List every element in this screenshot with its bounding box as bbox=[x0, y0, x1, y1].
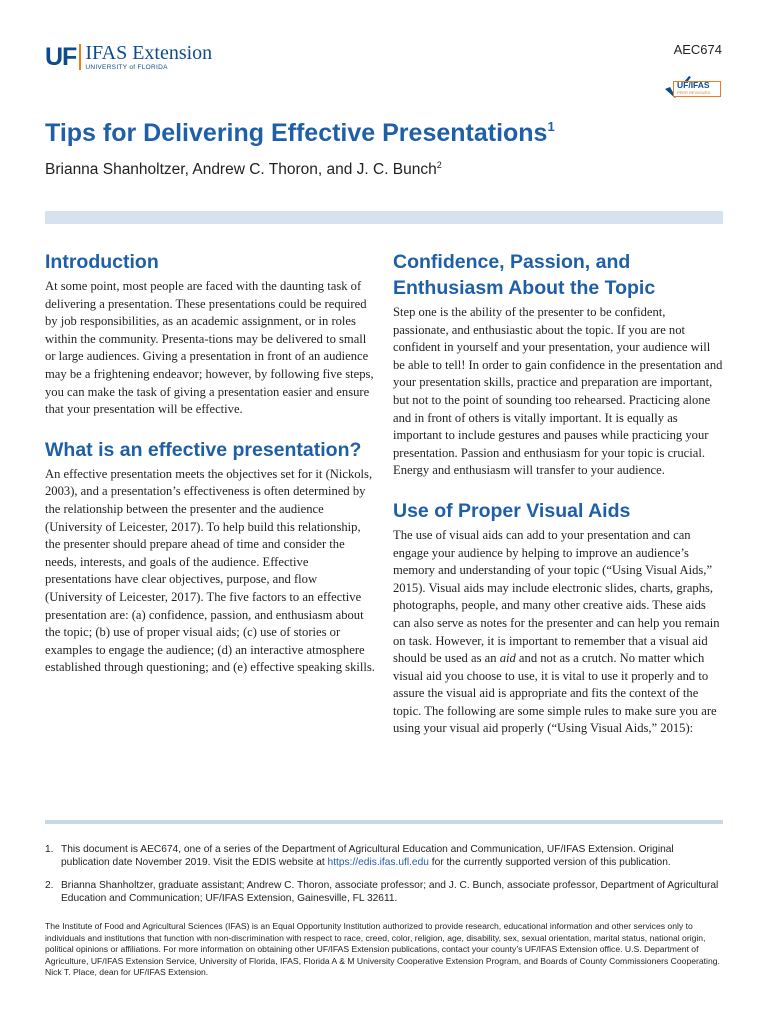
confidence-paragraph: Step one is the ability of the presenter to be confident, passionate, and enthusiastic about the topic. If you are not confident in yourself and your presentation, your audience will be able to tell! In order to gain confidence in the presentation and your presentation skills, practice and preparation are important, but not to the point of sounding too rehearsed. Practicing alone and in front of others is vitally important. It is equally as important to include gestures and pauses while practicing your presentation. Passion and enthusiasm for your topic is crucial. Energy and enthusiasm will transfer to your audience. bbox=[393, 305, 723, 478]
footnote-text: This document is AEC674, one of a series of the Department of Agricultural Education and Communication, UF/IFAS Extension. Original publication date November 2019. Visit the EDIS website at https://edis.ifas.ufl.edu for the currently supported version of this publication. bbox=[61, 844, 674, 868]
logo-subtitle: UNIVERSITY of FLORIDA bbox=[85, 63, 168, 71]
section-heading-introduction: Introduction bbox=[45, 251, 159, 273]
logo-title: IFAS Extension bbox=[85, 41, 213, 64]
authors-footnote-ref: 2 bbox=[436, 160, 442, 170]
footnote-text: Brianna Shanholtzer, graduate assistant; Andrew C. Thoron, associate professor; and J. C. Bunch, associate professor, Department of Agricultural Education and Communication; UF/IFAS Extension, Gainesville, FL 32611. bbox=[61, 880, 719, 904]
section-heading-visual-aids: Use of Proper Visual Aids bbox=[393, 499, 631, 522]
badge-label: UF/IFAS bbox=[677, 80, 710, 90]
authors-line bbox=[45, 160, 442, 179]
left-column bbox=[45, 249, 375, 677]
logo-uf: UF bbox=[45, 42, 77, 71]
footnote-number: 2. bbox=[45, 880, 54, 891]
title-footnote-ref: 1 bbox=[547, 119, 555, 134]
uf-ifas-extension-logo bbox=[45, 42, 212, 72]
footnote-1 bbox=[45, 843, 725, 869]
introduction-paragraph: At some point, most people are faced with the daunting task of delivering a presentation. These presentations could be required by job responsibilities, as an academic assignment, or in roles within the community. Presenta-tions may be delivered to small or large audiences. Giving a presentation in front of an audience may be a frightening endeavor; however, by following five steps, you can make the task of giving a presentation easier and ensure that your presentation will be effective. bbox=[45, 279, 374, 417]
footnote-2 bbox=[45, 879, 725, 905]
equal-opportunity-statement: The Institute of Food and Agricultural Sciences (IFAS) is an Equal Opportunity Institution authorized to provide research, educational information and other services only to individuals and institutions that function with non-discrimination with respect to race, creed, color, religion, age, disability, sex, sexual orientation, marital status, national origin, political opinions or affiliations. For more information on obtaining other UF/IFAS Extension publications, contact your county’s UF/IFAS Extension office. U.S. Department of Agriculture, UF/IFAS Extension Service, University of Florida, IFAS, Florida A & M University Cooperative Extension Program, and Boards of County Commissioners Cooperating. Nick T. Place, dean for UF/IFAS Extension. bbox=[45, 921, 720, 978]
right-column bbox=[393, 249, 723, 738]
document-title bbox=[45, 118, 555, 148]
edis-website-link[interactable]: https://edis.ifas.ufl.edu bbox=[327, 857, 429, 868]
title-divider-band bbox=[45, 211, 723, 224]
badge-caption: PEER REVIEWED bbox=[677, 90, 711, 95]
title-text: Tips for Delivering Effective Presentations bbox=[45, 119, 548, 147]
confidence-heading-line1: Confidence, Passion, and bbox=[393, 251, 631, 273]
emphasis-aid: aid bbox=[499, 651, 516, 666]
authors-text: Brianna Shanholtzer, Andrew C. Thoron, and J. C. Bunch bbox=[45, 161, 437, 178]
effective-presentation-paragraph: An effective presentation meets the objectives set for it (Nickols, 2003), and a presentation’s effectiveness is often determined by the relationship between the presenter and the audience (University of Leicester, 2017). To help build this relationship, the presenter should prepare ahead of time and consider the needs, interests, and goals of the audience. Effective presentations have clear objectives, purpose, and flow (University of Leicester, 2017). The five factors to an effective presentation are: (a) confidence, passion, and enthusiasm about the topic; (b) use of proper visual aids; (c) use of stories or examples to engage the audience; (d) an interactive atmosphere established through questioning; and (e) effective speaking skills. bbox=[45, 466, 375, 675]
confidence-heading-line2: Enthusiasm About the Topic bbox=[393, 277, 656, 299]
section-heading-confidence bbox=[393, 249, 723, 301]
section-heading-effective-presentation: What is an effective presentation? bbox=[45, 438, 362, 461]
logo-wordmark bbox=[85, 43, 212, 72]
logo-divider bbox=[79, 44, 81, 70]
footnote-rule bbox=[45, 820, 723, 824]
peer-reviewed-badge bbox=[663, 74, 723, 100]
visual-aids-paragraph: The use of visual aids can add to your presentation and can engage your audience by helping to improve an audience’s memory and understanding of your topic (“Using Visual Aids,” 2015). Visual aids may include electronic slides, charts, graphs, photographs, people, and many other creative aids. These aids can also serve as notes for the presenter and can help you remain on task. However, it is important to remember that a visual aid should be used as an aid and not as a crutch. No matter which visual aid you choose to use, it is vital to use it properly and to assure the visual aid is appropriate and fits the context of the topic. The following are some simple rules to make sure you are using your visual aid properly (“Using Visual Aids,” 2015): bbox=[393, 527, 720, 736]
footnote-number: 1. bbox=[45, 844, 54, 855]
publication-code: AEC674 bbox=[673, 42, 722, 57]
